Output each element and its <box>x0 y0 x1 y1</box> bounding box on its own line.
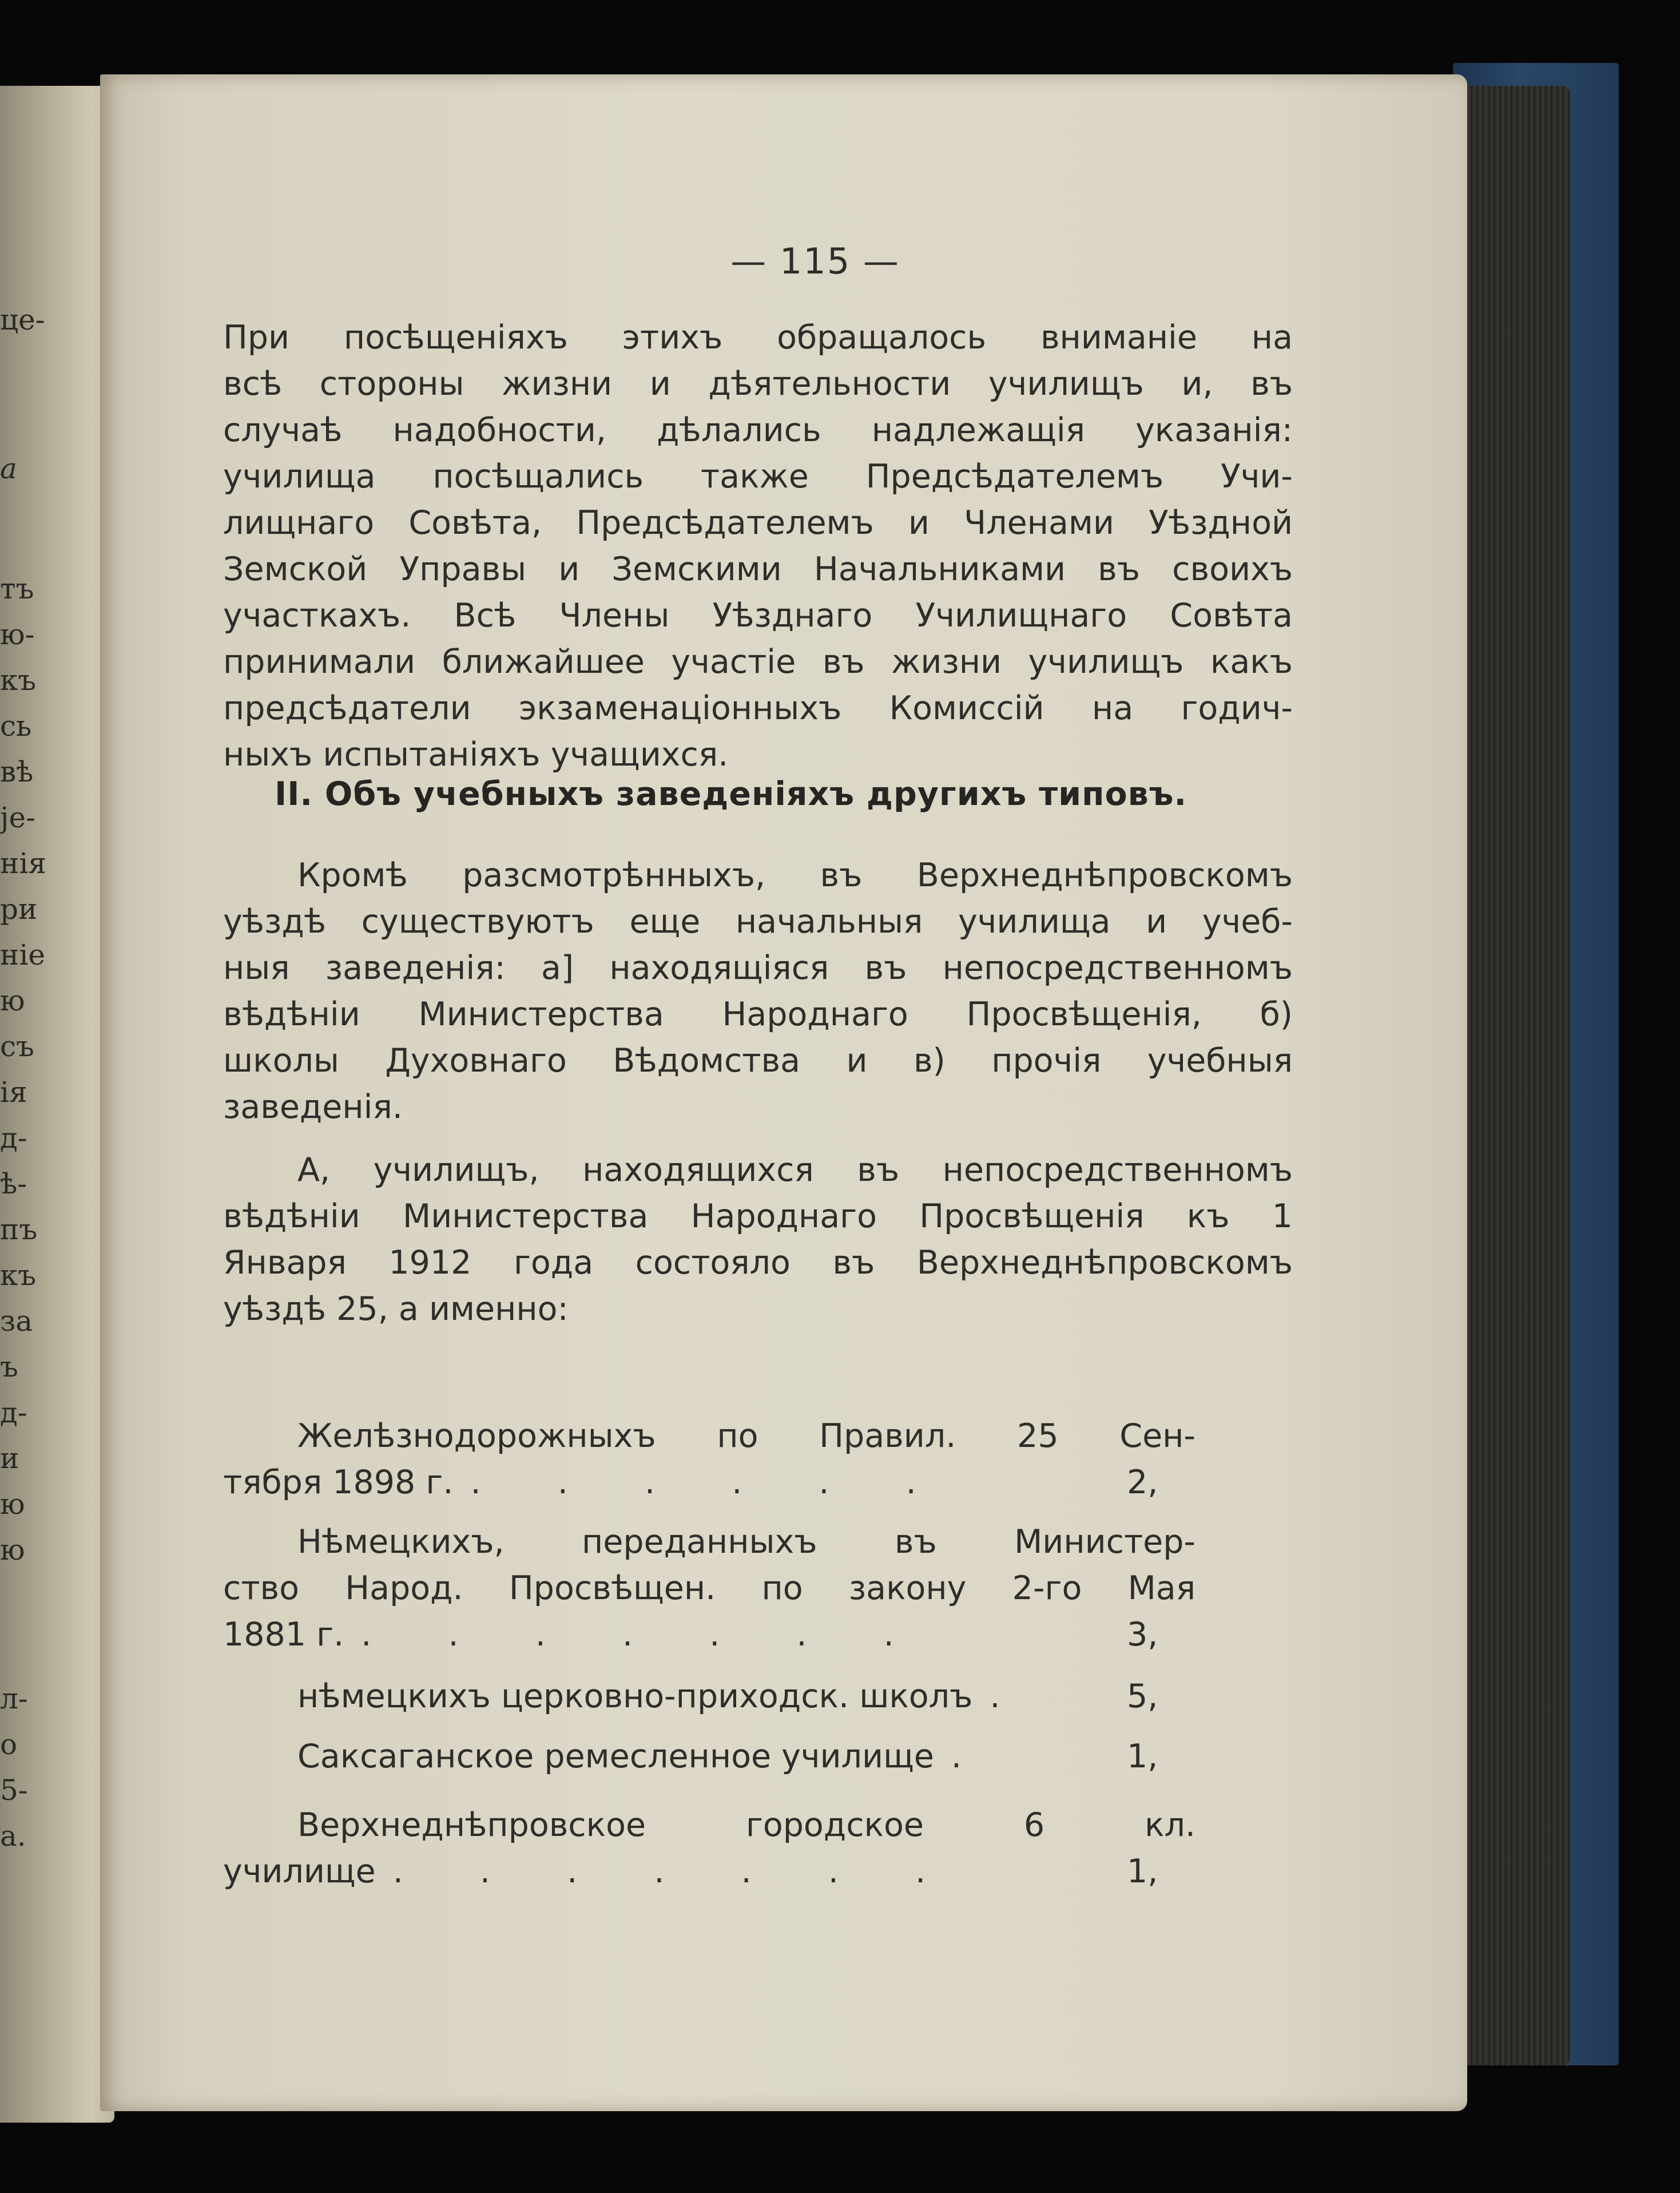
entry-line: Верхнеднѣпровское городское 6 кл. <box>297 1806 1196 1844</box>
left-fragment: тъ <box>0 572 34 605</box>
left-fragment: пъ <box>0 1213 38 1246</box>
text-line: заведенія. <box>223 1088 403 1126</box>
left-fragment: ю <box>0 1488 25 1521</box>
text-line: уѣздѣ существуютъ еще начальныя училища и учеб- <box>223 903 1293 941</box>
left-fragment: је- <box>0 801 35 834</box>
text-line: всѣ стороны жизни и дѣятельности училищъ и, въ <box>223 365 1293 403</box>
previous-page-sliver <box>0 86 114 2123</box>
left-fragment: ю <box>0 1533 25 1567</box>
entry-count: 1, <box>1127 1853 1158 1890</box>
left-fragment: ъ <box>0 1350 18 1383</box>
entry-line: Желѣзнодорожныхъ по Правил. 25 Сен- <box>297 1417 1196 1455</box>
text-line: А, училищъ, находящихся въ непосредственномъ <box>297 1151 1293 1189</box>
entry-tail <box>223 1460 1196 1506</box>
left-fragment: ніе <box>0 938 45 971</box>
entry-count: 2, <box>1127 1464 1158 1501</box>
leader-dots: . . . . . . <box>470 1464 950 1501</box>
left-fragment: 5- <box>0 1774 28 1807</box>
left-fragment: ѣ- <box>0 1167 27 1200</box>
school-list-entry <box>223 1673 1196 1720</box>
left-fragment: д- <box>0 1396 27 1429</box>
left-fragment: а <box>0 452 17 485</box>
left-fragment: нія <box>0 847 46 880</box>
text-line: Января 1912 года состояло въ Верхнеднѣпровскомъ <box>223 1244 1293 1282</box>
entry-tail-text: 1881 г. <box>223 1616 344 1653</box>
text-line: принимали ближайшее участіе въ жизни училищъ какъ <box>223 643 1293 681</box>
text-line: ныхъ испытаніяхъ учащихся. <box>223 736 729 774</box>
book-page <box>100 74 1467 2111</box>
left-fragment: це- <box>0 303 45 336</box>
paragraph-other-schools <box>223 852 1293 1131</box>
left-fragment: о <box>0 1728 18 1761</box>
left-fragment: д- <box>0 1121 27 1155</box>
leader-dots: . <box>990 1678 1034 1715</box>
entry-tail <box>223 1734 1196 1780</box>
school-list-entry <box>223 1519 1196 1658</box>
text-line: школы Духовнаго Вѣдомства и в) прочія учебныя <box>223 1042 1293 1080</box>
entry-tail-text: Саксаганское ремесленное училище <box>297 1738 934 1775</box>
left-fragment: къ <box>0 664 37 697</box>
text-line: ныя заведенія: а] находящіяся въ непосредственномъ <box>223 949 1293 987</box>
text-line: вѣдѣніи Министерства Народнаго Просвѣщенія къ 1 <box>223 1197 1293 1235</box>
entry-tail-text: тября 1898 г. <box>223 1464 454 1501</box>
text-line: При посѣщеніяхъ этихъ обращалось вниманіе на <box>223 319 1293 356</box>
left-fragment: съ <box>0 1030 34 1063</box>
leader-dots: . . . . . . . <box>392 1853 959 1890</box>
section-heading: II. Объ учебныхъ заведеніяхъ другихъ типовъ. <box>275 775 1187 813</box>
school-list-entry <box>223 1802 1196 1895</box>
left-fragment: л- <box>0 1682 28 1715</box>
leader-dots: . . . . . . . <box>361 1616 927 1653</box>
text-line: уѣздѣ 25, а именно: <box>223 1290 569 1328</box>
entry-count: 5, <box>1127 1678 1158 1715</box>
paragraph-visits <box>223 315 1293 778</box>
entry-tail <box>223 1673 1196 1720</box>
left-fragment: ю- <box>0 618 35 651</box>
entry-tail-text: нѣмецкихъ церковно-приходск. школъ <box>297 1678 973 1715</box>
entry-tail <box>223 1849 1196 1895</box>
text-line: училища посѣщались также Предсѣдателемъ Учи- <box>223 458 1293 495</box>
entry-line: Нѣмецкихъ, переданныхъ въ Министер- <box>297 1523 1196 1561</box>
entry-tail <box>223 1612 1196 1658</box>
text-line: Земской Управы и Земскими Начальниками въ своихъ <box>223 550 1293 588</box>
left-fragment: сь <box>0 709 32 743</box>
text-line: вѣдѣніи Министерства Народнаго Просвѣщенія, б) <box>223 996 1293 1033</box>
left-fragment: вѣ <box>0 755 34 788</box>
left-fragment: и <box>0 1442 19 1475</box>
left-fragment: ія <box>0 1076 27 1109</box>
school-list-entry <box>223 1413 1196 1506</box>
left-fragment: ю <box>0 984 25 1017</box>
entry-count: 3, <box>1127 1616 1158 1653</box>
entry-line: ство Народ. Просвѣщен. по закону 2-го Мая <box>223 1569 1196 1607</box>
entry-tail-text: училище <box>223 1853 376 1890</box>
left-fragment: ри <box>0 893 38 926</box>
left-fragment: за <box>0 1304 33 1338</box>
left-fragment: къ <box>0 1259 37 1292</box>
text-line: участкахъ. Всѣ Члены Уѣзднаго Училищнаго Совѣта <box>223 597 1293 634</box>
text-line: Кромѣ разсмотрѣнныхъ, въ Верхнеднѣпровскомъ <box>297 856 1293 894</box>
school-list-entry <box>223 1734 1196 1780</box>
page-number: — 115 — <box>730 240 900 282</box>
entry-count: 1, <box>1127 1738 1158 1775</box>
text-line: предсѣдатели экзаменаціонныхъ Комиссій на годич- <box>223 689 1293 727</box>
left-fragment: а. <box>0 1819 26 1853</box>
leader-dots: . <box>951 1738 995 1775</box>
text-line: лищнаго Совѣта, Предсѣдателемъ и Членами Уѣздной <box>223 504 1293 542</box>
page-edges <box>1456 86 1570 2065</box>
paragraph-ministry-schools <box>223 1147 1293 1333</box>
text-line: случаѣ надобности, дѣлались надлежащія указанія: <box>223 411 1293 449</box>
